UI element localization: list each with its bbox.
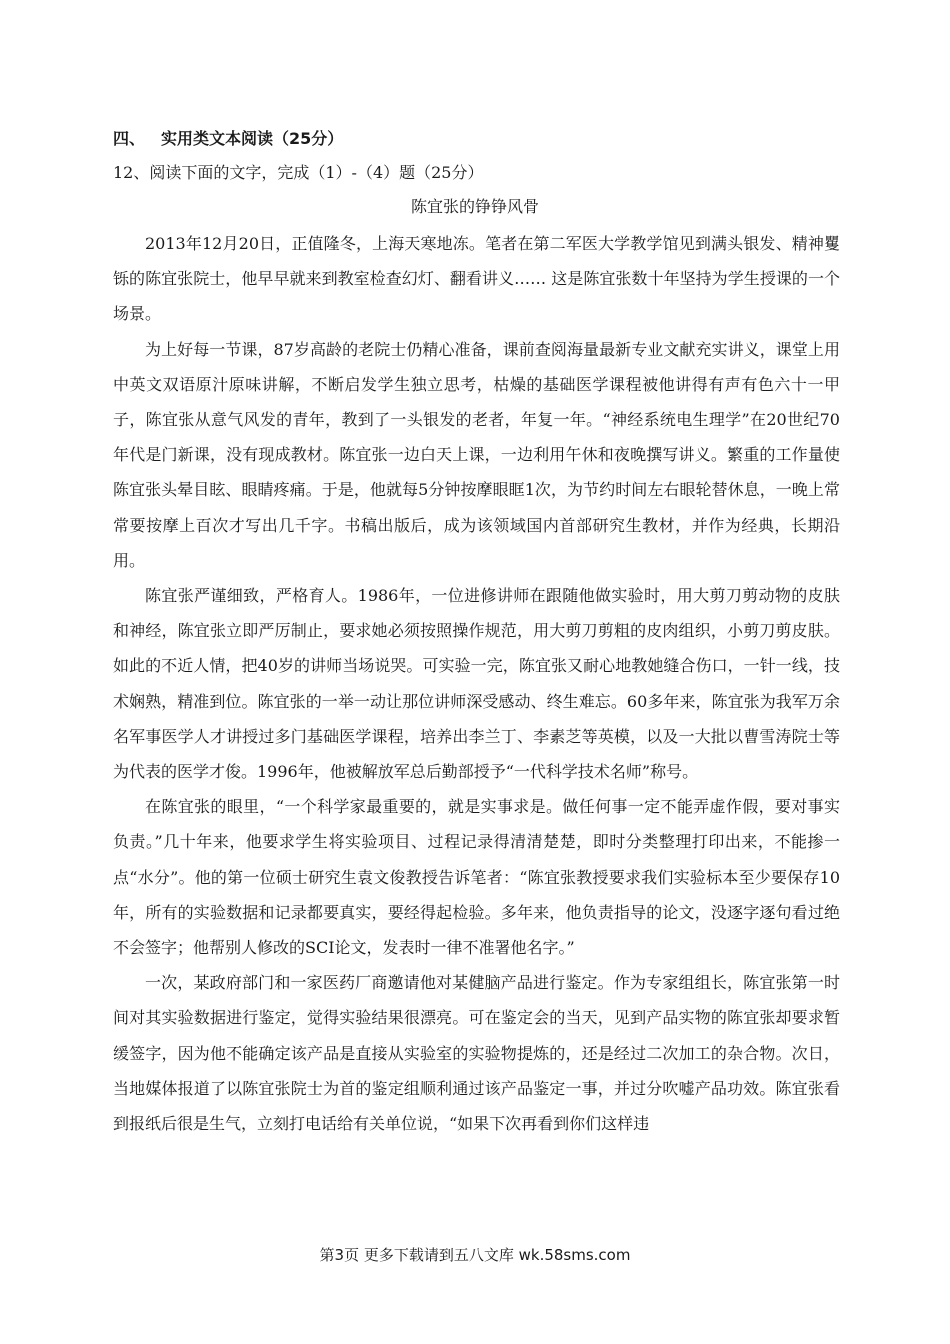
paragraph-4: 在陈宜张的眼里，“一个科学家最重要的，就是实事求是。做任何事一定不能弄虚作假，要对事实负责。”几十年来，他要求学生将实验项目、过程记录得清清楚楚，即时分类整理打印出来，不能掺一点“水分”。他的第一位硕士研究生袁文俊教授告诉笔者：“陈宜张教授要求我们实验标本至少要保存10年，所有的实验数据和记录都要真实，要经得起检验。多年来，他负责指导的论文，没逐字逐句看过绝不会签字；他帮别人修改的SCI论文，发表时一律不准署他名字。”: [113, 797, 840, 958]
paragraph-1: 2013年12月20日，正值隆冬，上海天寒地冻。笔者在第二军医大学教学馆见到满头银发、精神矍铄的陈宜张院士，他早早就来到教室检查幻灯、翻看讲义…… 这是陈宜张数十年坚持为学生授课的一个场景。: [113, 234, 840, 324]
article-body: [113, 226, 840, 1141]
paragraph-3: 陈宜张严谨细致，严格育人。1986年，一位进修讲师在跟随他做实验时，用大剪刀剪动物的皮肤和神经，陈宜张立即严厉制止，要求她必须按照操作规范，用大剪刀剪粗的皮肉组织，小剪刀剪皮肤。如此的不近人情，把40岁的讲师当场说哭。可实验一完，陈宜张又耐心地教她缝合伤口，一针一线，技术娴熟，精准到位。陈宜张的一举一动让那位讲师深受感动、终生难忘。60多年来，陈宜张为我军万余名军事医学人才讲授过多门基础医学课程，培养出李兰丁、李素芝等英模，以及一大批以曹雪涛院士等为代表的医学才俊。1996年，他被解放军总后勤部授予“一代科学技术名师”称号。: [113, 586, 840, 782]
page-footer: 第3页 更多下载请到五八文库 wk.58sms.com: [319, 1246, 631, 1264]
section-heading: [113, 126, 343, 149]
paragraph-2: 为上好每一节课，87岁高龄的老院士仍精心准备，课前查阅海量最新专业文献充实讲义，课堂上用中英文双语原汁原味讲解，不断启发学生独立思考，枯燥的基础医学课程被他讲得有声有色六十一甲子，陈宜张从意气风发的青年，教到了一头银发的老者，年复一年。“神经系统电生理学”在20世纪70年代是门新课，没有现成教材。陈宜张一边白天上课，一边利用午休和夜晚撰写讲义。繁重的工作量使陈宜张头晕目眩、眼睛疼痛。于是，他就每5分钟按摩眼眶1次，为节约时间左右眼轮替休息，一晚上常常要按摩上百次才写出几千字。书稿出版后，成为该领域国内首部研究生教材，并作为经典，长期沿用。: [113, 339, 840, 570]
section-number: 四、: [113, 129, 146, 148]
question-instruction: 12、阅读下面的文字，完成（1）-（4）题（25分）: [113, 163, 484, 182]
section-title: 实用类文本阅读（25分）: [161, 129, 344, 148]
article-title: 陈宜张的铮铮风骨: [410, 197, 539, 216]
paragraph-5: 一次，某政府部门和一家医药厂商邀请他对某健脑产品进行鉴定。作为专家组组长，陈宜张第一时间对其实验数据进行鉴定，觉得实验结果很漂亮。可在鉴定会的当天，见到产品实物的陈宜张却要求暂缓签字，因为他不能确定该产品是直接从实验室的实验物提炼的，还是经过二次加工的杂合物。次日，当地媒体报道了以陈宜张院士为首的鉴定组顺利通过该产品鉴定一事，并过分吹嘘产品功效。陈宜张看到报纸后很是生气，立刻打电话给有关单位说，“如果下次再看到你们这样违: [113, 973, 840, 1134]
